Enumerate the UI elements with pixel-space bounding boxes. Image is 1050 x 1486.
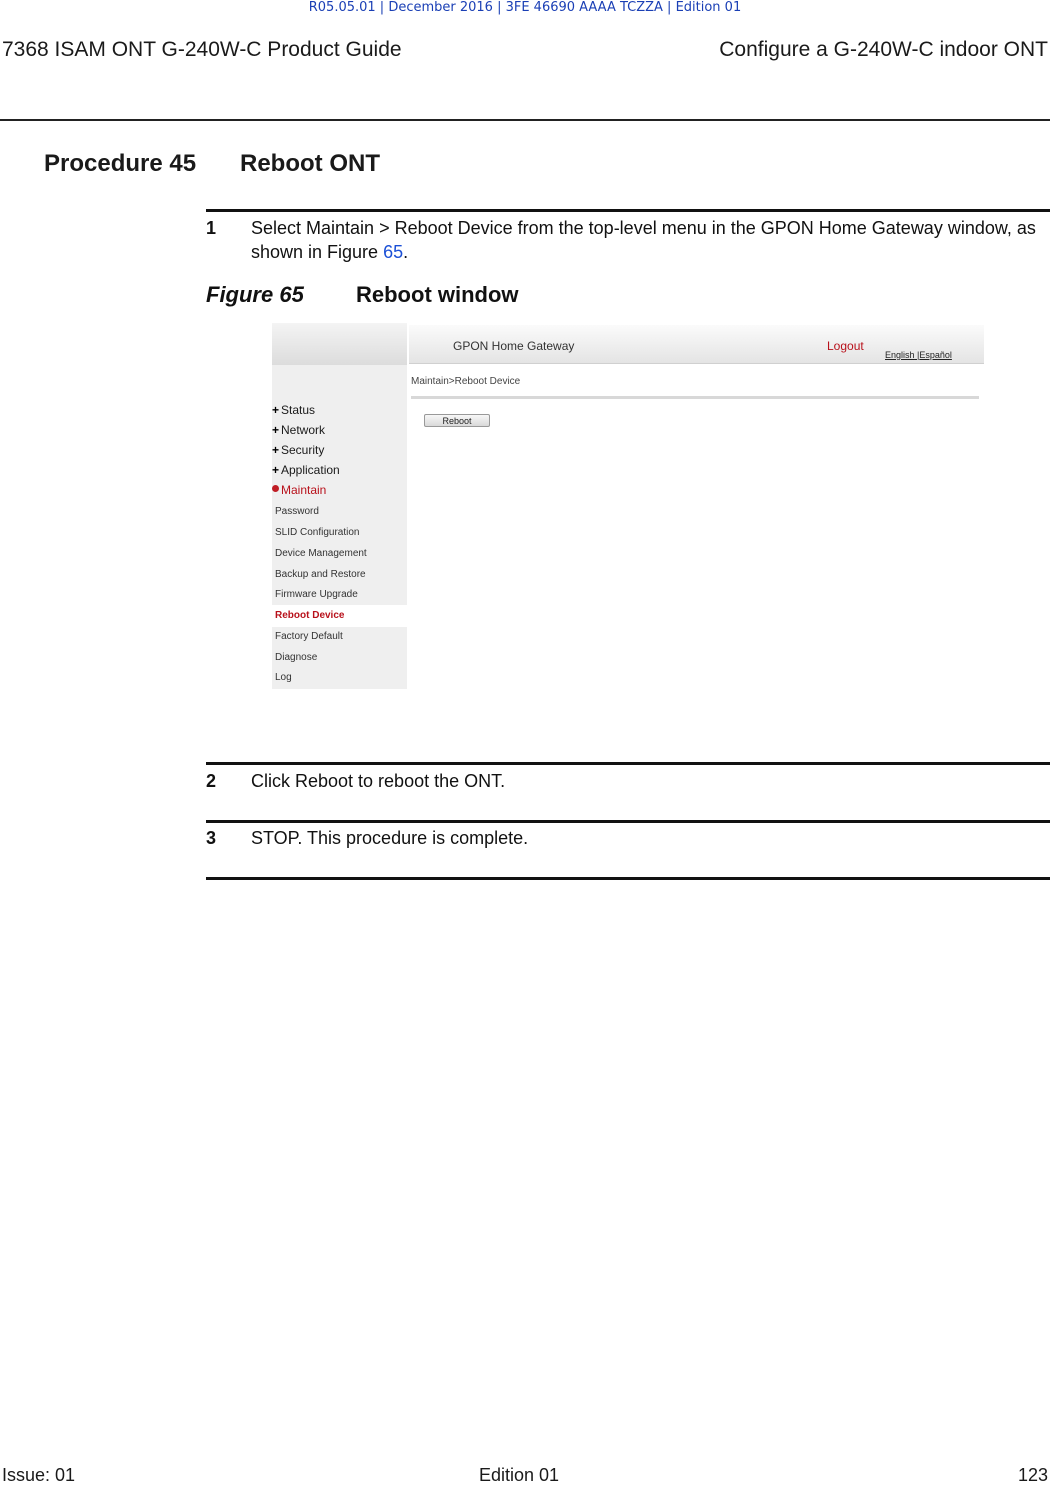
sidebar-header (272, 323, 407, 365)
plus-icon: + (272, 403, 280, 417)
top-bar (409, 325, 984, 364)
header-guide-title: 7368 ISAM ONT G-240W-C Product Guide (2, 38, 402, 61)
menu-item-security[interactable] (272, 443, 324, 457)
english-link[interactable]: English (885, 350, 915, 360)
spanish-link[interactable]: Español (919, 350, 952, 360)
menu-item-label: Status (281, 403, 316, 417)
submenu-log[interactable]: Log (275, 672, 292, 683)
step-text: STOP. This procedure is complete. (251, 828, 529, 848)
submenu-device-management[interactable]: Device Management (275, 548, 367, 559)
submenu-password[interactable]: Password (275, 506, 319, 517)
submenu-factory-default[interactable]: Factory Default (275, 631, 343, 642)
step-divider (206, 820, 1050, 823)
step-number: 3 (206, 828, 217, 848)
procedure-title: Reboot ONT (240, 150, 380, 177)
menu-item-label: Maintain (281, 483, 327, 497)
logout-link[interactable]: Logout (827, 339, 864, 353)
plus-icon: + (272, 423, 280, 437)
document-banner: R05.05.01 | December 2016 | 3FE 46690 AAAA TCZZA | Edition 01 (308, 0, 742, 15)
menu-item-label: Security (281, 443, 325, 457)
menu-item-maintain[interactable] (272, 483, 326, 497)
reboot-window-screenshot (272, 323, 984, 689)
step-text-part: Select Maintain > Reboot Device from the top-level menu in the GPON Home Gateway window, as shown in Figure (251, 218, 1036, 262)
sidebar (272, 323, 407, 689)
language-separator: | (914, 350, 920, 360)
step-text (251, 216, 1041, 264)
header-section-title: Configure a G-240W-C indoor ONT (719, 38, 1048, 61)
footer-issue: Issue: 01 (2, 1465, 76, 1485)
step-divider (206, 762, 1050, 765)
submenu-reboot-device[interactable]: Reboot Device (272, 605, 407, 627)
procedure-end-divider (206, 877, 1050, 880)
step-number: 1 (206, 218, 217, 238)
plus-icon: + (272, 443, 280, 457)
app-title: GPON Home Gateway (453, 339, 575, 353)
submenu-slid-configuration[interactable]: SLID Configuration (275, 527, 360, 538)
procedure-number: Procedure 45 (44, 150, 197, 177)
menu-item-status[interactable] (272, 403, 315, 417)
submenu-backup-restore[interactable]: Backup and Restore (275, 569, 366, 580)
language-switcher (885, 350, 952, 360)
plus-icon: + (272, 463, 280, 477)
footer-edition: Edition 01 (479, 1465, 560, 1485)
minus-icon (272, 485, 279, 492)
step-text: Click Reboot to reboot the ONT. (251, 771, 506, 791)
menu-item-application[interactable] (272, 463, 340, 477)
header-divider (0, 119, 1050, 121)
menu-item-label: Network (281, 423, 326, 437)
submenu-diagnose[interactable]: Diagnose (275, 652, 318, 663)
reboot-button[interactable]: Reboot (424, 414, 490, 427)
breadcrumb: Maintain>Reboot Device (411, 376, 521, 387)
step-text-part: . (403, 242, 409, 262)
submenu-firmware-upgrade[interactable]: Firmware Upgrade (275, 589, 358, 600)
page-number: 123 (1017, 1465, 1048, 1485)
step-divider (206, 209, 1050, 212)
menu-item-network[interactable] (272, 423, 325, 437)
figure-link[interactable]: 65 (383, 242, 404, 262)
step-number: 2 (206, 771, 217, 791)
figure-label: Figure 65 (206, 282, 304, 307)
menu-item-label: Application (281, 463, 340, 477)
figure-title: Reboot window (356, 282, 519, 307)
breadcrumb-divider (411, 396, 979, 399)
